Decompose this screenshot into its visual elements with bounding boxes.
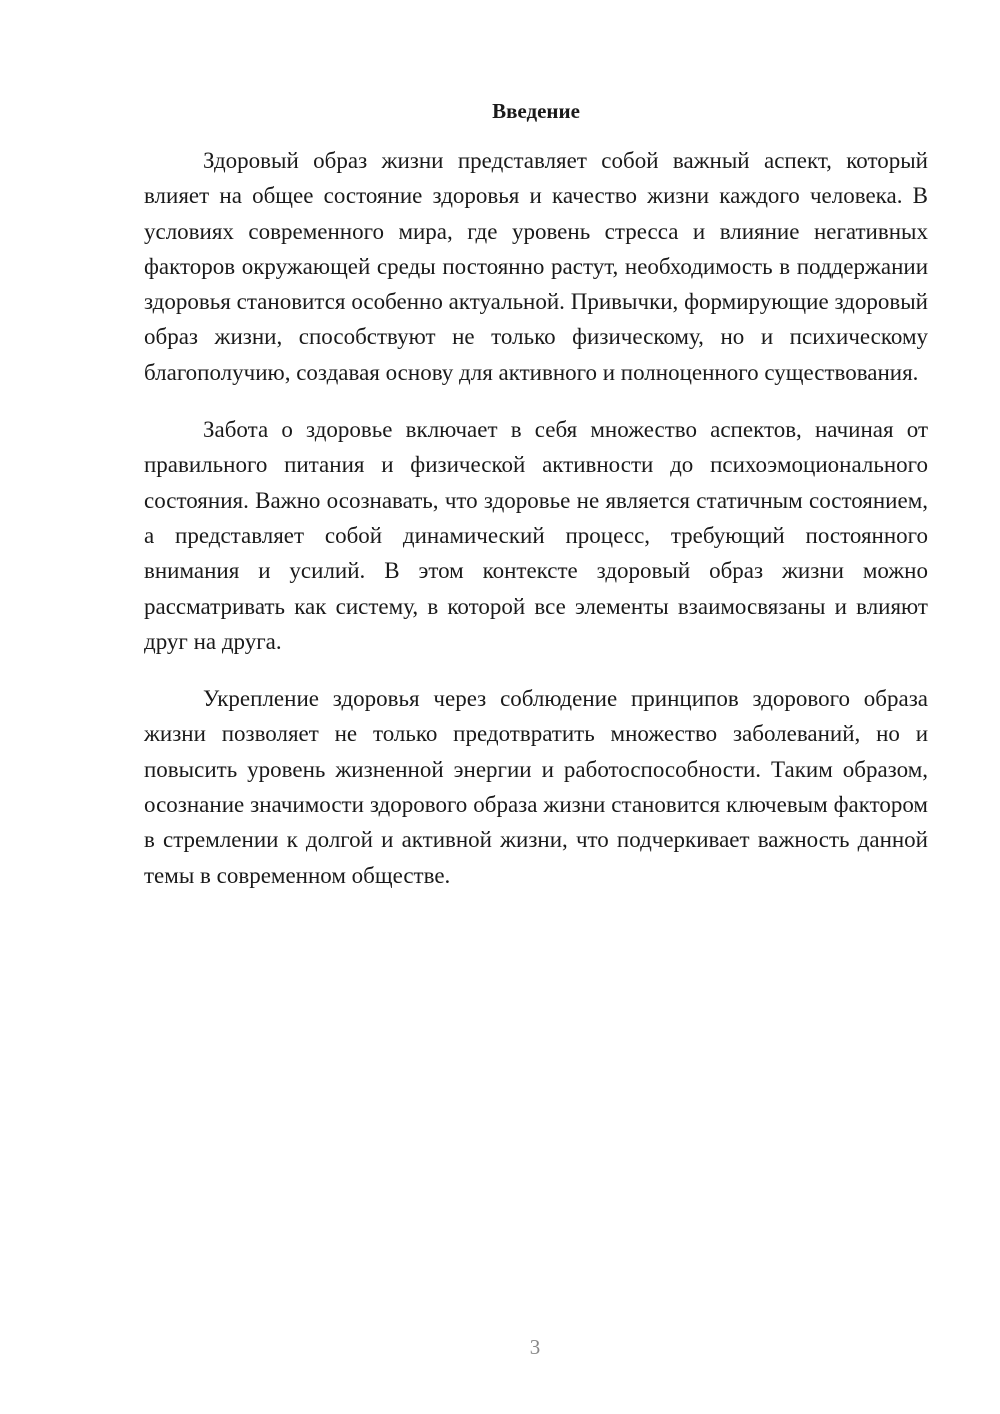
page-number: 3 [529,1335,541,1359]
paragraph-2: Забота о здоровье включает в себя множество аспектов, начиная от правильного питания и физической активности до психоэмоционального состояния. Важно осознавать, что здоровье не является статичным состоянием, а представляет собой динамический процесс, требующий постоянного внимания и усилий. В этом контексте здоровый образ жизни можно рассматривать как систему, в которой все элементы взаимосвязаны и влияют друг на друга. [144,417,928,654]
paragraph-3: Укрепление здоровья через соблюдение принципов здорового образа жизни позволяет не только предотвратить множество заболеваний, но и повысить уровень жизненной энергии и работоспособности. Таким образом, осознание значимости здорового образа жизни становится ключевым фактором в стремлении к долгой и активной жизни, что подчеркивает важность данной темы в современном обществе. [144,686,928,888]
document-body [144,143,928,915]
page-title: Введение [492,99,580,123]
paragraph-1: Здоровый образ жизни представляет собой важный аспект, который влияет на общее состояние здоровья и качество жизни каждого человека. В условиях современного мира, где уровень стресса и влияние негативных факторов окружающей среды постоянно растут, необходимость в поддержании здоровья становится особенно актуальной. Привычки, формирующие здоровый образ жизни, способствуют не только физическому, но и психическому благополучию, создавая основу для активного и полноценного существования. [144,148,928,385]
